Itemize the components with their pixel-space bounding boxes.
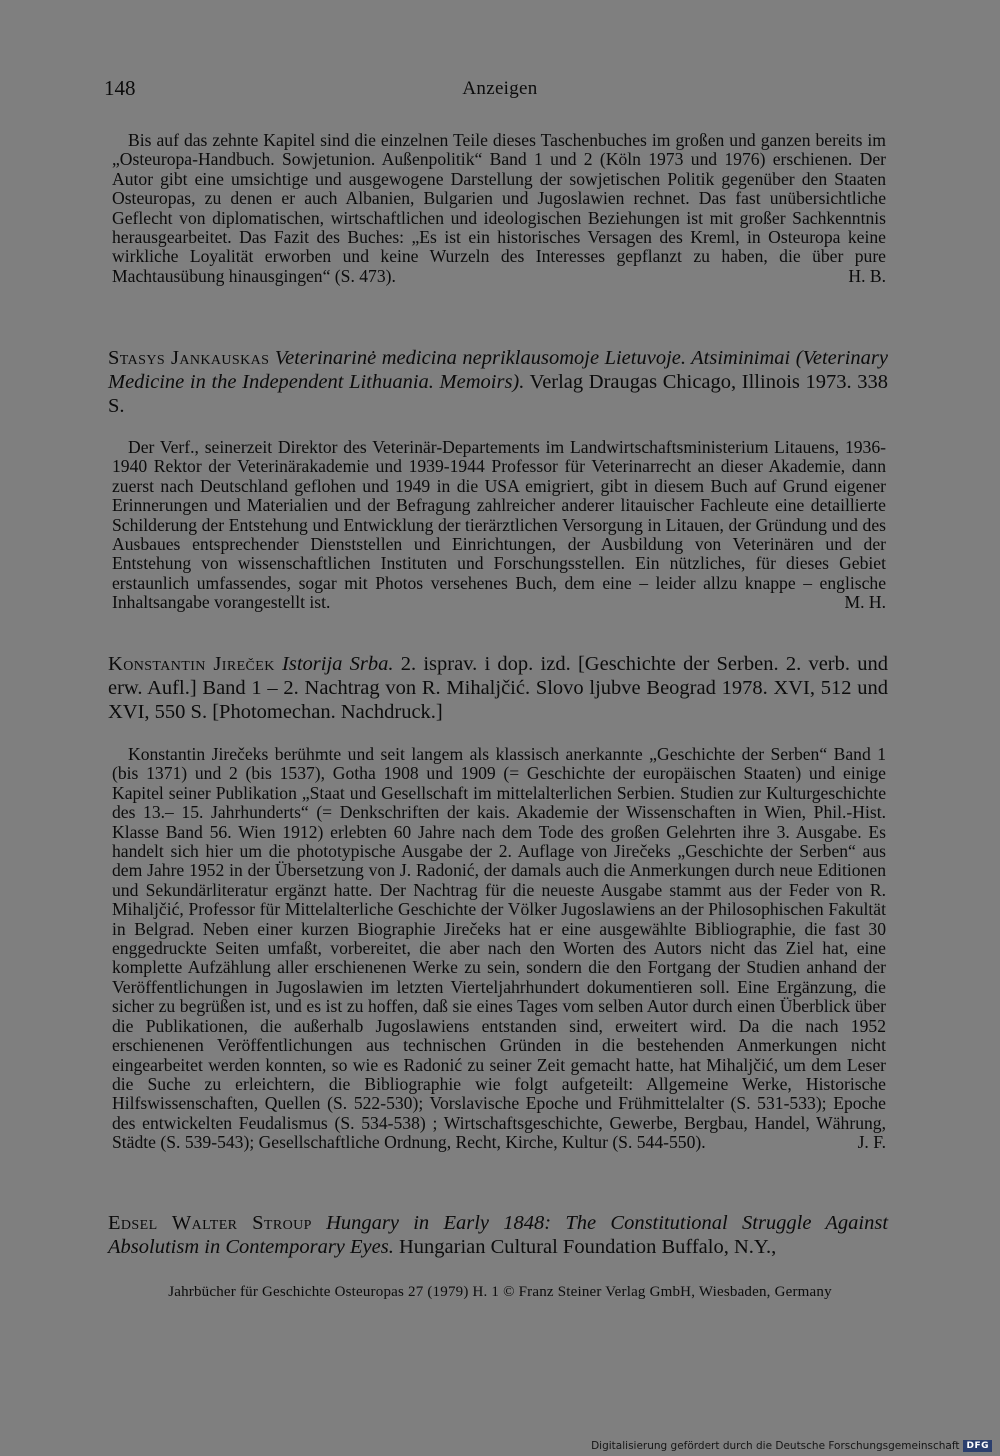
dfg-logo-icon: DFG: [963, 1440, 992, 1452]
book-title: Istorija Srba.: [282, 653, 394, 675]
reviewer-initials: J. F.: [857, 1132, 886, 1153]
book-publication: Hungarian Cultural Foundation Buffalo, N.Y.,: [398, 1236, 777, 1258]
book-title: Veterinarinė medicina nepriklausomoje Lietuvoje. Atsiminimai (Veterinary Medicine in the Independent Lithuania. Memoirs).: [108, 347, 889, 393]
reviewer-initials: M. H.: [844, 592, 886, 613]
reviewer-initials: H. B.: [848, 265, 886, 286]
bibliographic-entry: [108, 1211, 888, 1259]
journal-footer: Jahrbücher für Geschichte Osteuropas 27 (1979) H. 1 © Franz Steiner Verlag GmbH, Wiesbaden, Germany: [168, 1284, 832, 1300]
review-text: Bis auf das zehnte Kapitel sind die einzelnen Teile dieses Taschenbuches im großen und ganzen bereits im „Osteuropa-Handbuch. Sowjetunion. Außenpolitik“ Band 1 und 2 (Köln 1973 und 1976) erschienen. Der Autor gibt eine umsichtige und ausgewogene Darstellung der sowjetischen Politik gegenüber den Staaten Osteuropas, zu denen er auch Albanien, Bulgarien und Jugoslawien rechnet. Das fast unübersichtliche Geflecht von diplomatischen, wirtschaftlichen und ideologischen Beziehungen ist mit großer Sachkenntnis herausgearbeitet. Das Fazit des Buches: „Es ist ein historisches Versagen des Kreml, in Osteuropa keine wirkliche Loyalität erworben und keine Wurzeln des Interesses gepflanzt zu haben, die über pure Machtausübung hinausgingen“ (S. 473).: [112, 130, 886, 286]
review-text: Der Verf., seinerzeit Direktor des Veterinär-Departements im Landwirtschaftsministerium Litauens, 1936-1940 Rektor der Veterinärakademie und 1939-1944 Professor für Veterinarrecht an dieser Akademie, dann zuerst nach Deutschland geflohen und 1949 in die USA emigriert, gibt in diesem Buch auf Grund eigener Erinnerungen und Materialien und der Befragung zahlreicher anderer litauischer Fachleute eine detaillierte Schilderung der Entstehung und Entwicklung der tierärztlichen Versorgung in Litauen, der Gründung und des Ausbaues entsprechender Dienststellen und Einrichtungen, der Ausbildung von Veterinären und der Entstehung von wissenschaftlichen Instituten und Forschungsstellen. Ein nützliches, für dieses Gebiet erstaunlich umfassendes, sogar mit Photos versehenes Buch, dem eine – leider allzu knappe – englische Inhaltsangabe vorangestellt ist.: [112, 437, 886, 613]
review-paragraph: [112, 745, 886, 1153]
book-author: Edsel Walter Stroup: [108, 1212, 312, 1234]
book-publication: Verlag Draugas Chicago, Illinois 1973. 338 S.: [108, 371, 888, 417]
bibliographic-entry: [108, 346, 888, 418]
review-paragraph: [112, 438, 886, 613]
digitization-note: Digitalisierung gefördert durch die Deutsche Forschungsgemeinschaft: [591, 1440, 960, 1452]
bibliographic-entry: [108, 652, 888, 724]
book-author: Stasys Jankauskas: [108, 347, 270, 369]
review-text: Konstantin Jirečeks berühmte und seit langem als klassisch anerkannte „Geschichte der Serben“ Band 1 (bis 1371) und 2 (bis 1537), Gotha 1908 und 1909 (= Geschichte der europäischen Staaten) und einige Kapitel seiner Publikation „Staat und Gesellschaft im mittelalterlichen Serbien. Studien zur Kulturgeschichte des 13.– 15. Jahrhunderts“ (= Denkschriften der kais. Akademie der Wissenschaften in Wien, Phil.-Hist. Klasse Band 56. Wien 1912) erlebten 60 Jahre nach dem Tode des großen Gelehrten ihre 3. Ausgabe. Es handelt sich hier um die phototypische Ausgabe der 2. Auflage von Jirečeks „Geschichte der Serben“ aus dem Jahre 1952 in der Übersetzung von J. Radonić, der damals auch die Anmerkungen durch neue Editionen und Sekundärliteratur ergänzt hatte. Der Nachtrag für die neueste Ausgabe stammt aus der Feder von R. Mihaljčić, Professor für Mittelalterliche Geschichte der Völker Jugoslawiens an der Philosophischen Fakultät in Belgrad. Neben einer kurzen Biographie Jirečeks hat er eine ausgewählte Bibliographie, die fast 30 enggedruckte Seiten umfaßt, vorbereitet, die aber nach den Worten des Autors nicht das Ziel hat, eine komplette Aufzählung aller erschienenen Werke zu sein, sondern die den Fortgang der Studien anhand der Veröffentlichungen in Jugoslawien im letzten Vierteljahrhundert dokumentieren soll. Eine Ergänzung, die sicher zu begrüßen ist, und es ist zu hoffen, daß sie eines Tages vom selben Autor durch einen Überblick über die Publikationen, die außerhalb Jugoslawiens entstanden sind, erweitert wird. Da die nach 1952 erschienenen Veröffentlichungen aus technischen Gründen in die bestehenden Anmerkungen nicht eingearbeitet werden konnten, so wie es Radonić zu seiner Zeit gemacht hatte, hat Mihaljčić, um dem Leser die Suche zu erleichtern, die Bibliographie wie folgt aufgeteilt: Allgemeine Werke, Historische Hilfswissenschaften, Quellen (S. 522-530); Vorslavische Epoche und Frühmittelalter (S. 531-533); Epoche des entwickelten Feudalismus (S. 534-538) ; Wirtschaftsgeschichte, Gewerbe, Bergbau, Handel, Währung, Städte (S. 539-543); Gesellschaftliche Ordnung, Recht, Kirche, Kultur (S. 544-550).: [112, 744, 886, 1153]
book-title: Hungary in Early 1848: The Constitutional Struggle Against Absolutism in Contemporary Eyes.: [108, 1212, 889, 1258]
review-paragraph: [112, 131, 886, 286]
page-number: 148: [104, 76, 136, 100]
digitization-credit: [591, 1440, 992, 1452]
book-publication: 2. isprav. i dop. izd. [Geschichte der Serben. 2. verb. und erw. Aufl.] Band 1 – 2. Nachtrag von R. Mihaljčić. Slovo ljubve Beograd 1978. XVI, 512 und XVI, 550 S. [Photomechan. Nachdruck.]: [108, 653, 888, 723]
book-author: Konstantin Jireček: [108, 653, 275, 675]
running-head: Anzeigen: [462, 78, 538, 99]
